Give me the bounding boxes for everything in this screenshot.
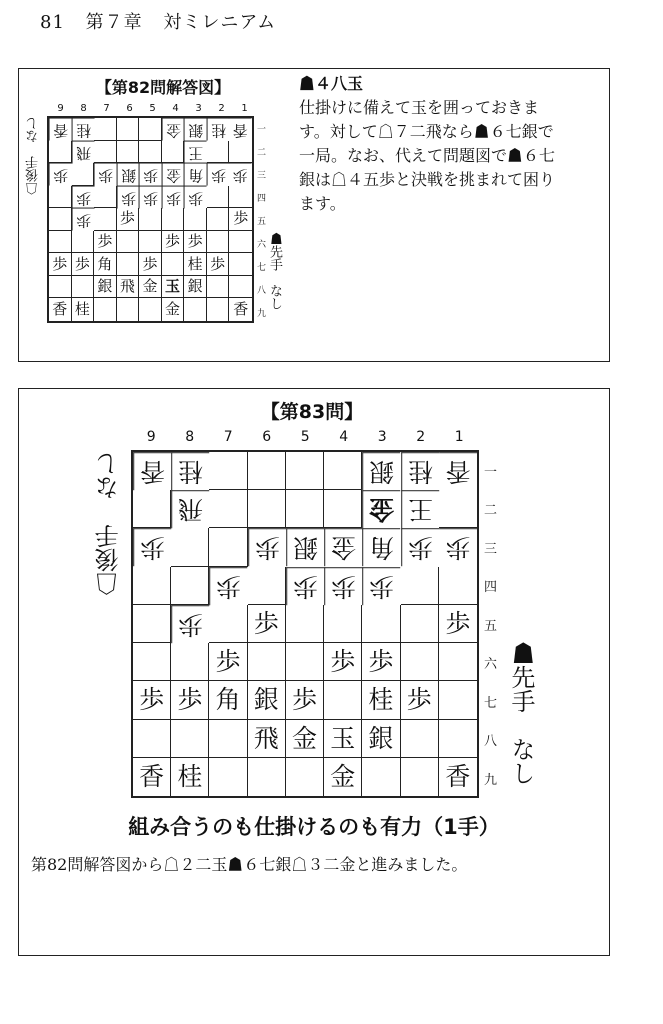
gote-piece: 歩 xyxy=(162,186,185,209)
board-square-empty xyxy=(324,605,362,643)
board-square-empty xyxy=(133,605,171,643)
board-square-empty xyxy=(171,567,209,605)
board-square-empty xyxy=(248,452,286,490)
file-label: 6 xyxy=(262,429,272,445)
gote-piece: 金 xyxy=(324,528,362,566)
board-square-empty xyxy=(133,720,171,758)
rank-label: 六 xyxy=(257,240,267,250)
board-square-empty xyxy=(117,141,140,164)
board-square-empty xyxy=(229,186,252,209)
sente-piece: 歩 xyxy=(184,231,207,254)
board-square-empty xyxy=(401,758,439,796)
sente-piece: 歩 xyxy=(117,208,140,231)
sente-piece: 金 xyxy=(286,720,324,758)
problem-diagram-box xyxy=(18,388,610,956)
gote-piece: 銀 xyxy=(184,118,207,141)
board-square-empty xyxy=(49,276,72,299)
file-label: 1 xyxy=(454,429,464,445)
gote-piece: 歩 xyxy=(401,528,439,566)
sente-piece: 歩 xyxy=(362,643,400,681)
gote-piece: 歩 xyxy=(49,163,72,186)
file-labels xyxy=(49,103,256,114)
board-square-empty xyxy=(286,758,324,796)
problem-description: 第82問解答図から☖２二玉☗６七銀☖３二金と進みました。 xyxy=(31,855,468,874)
board-square-empty xyxy=(248,490,286,528)
sente-piece: 歩 xyxy=(72,253,95,276)
rank-label: 二 xyxy=(484,503,498,519)
board-square-empty xyxy=(49,141,72,164)
board-square-empty xyxy=(72,276,95,299)
gote-label: ☖後手 xyxy=(95,524,123,596)
board-square-empty xyxy=(401,567,439,605)
sente-piece: 歩 xyxy=(133,681,171,719)
sente-piece: 香 xyxy=(133,758,171,796)
board-square-empty xyxy=(439,681,477,719)
sente-piece: 銀 xyxy=(362,720,400,758)
board-square-empty xyxy=(49,231,72,254)
gote-piece: 桂 xyxy=(207,118,230,141)
sente-piece: 銀 xyxy=(248,681,286,719)
board-square-empty xyxy=(94,141,117,164)
board-square-empty xyxy=(133,567,171,605)
problem-title: 【第83問】 xyxy=(260,401,364,423)
rank-label: 一 xyxy=(484,464,498,480)
sente-piece: 歩 xyxy=(139,253,162,276)
board-square-empty xyxy=(439,567,477,605)
board-square-empty xyxy=(286,452,324,490)
board-square-empty xyxy=(207,298,230,321)
board-square-empty xyxy=(209,720,247,758)
gote-piece: 歩 xyxy=(72,208,95,231)
answer-commentary xyxy=(299,72,599,216)
board-square-empty xyxy=(439,643,477,681)
gote-piece: 歩 xyxy=(139,186,162,209)
board-square-empty xyxy=(117,118,140,141)
board-square-empty xyxy=(286,490,324,528)
sente-label: ☗先手 xyxy=(507,641,535,713)
board-square-empty xyxy=(139,231,162,254)
rank-labels xyxy=(484,451,497,798)
gote-piece: 歩 xyxy=(439,528,477,566)
page-header xyxy=(40,8,290,34)
board-square-empty xyxy=(207,186,230,209)
page-number: 81 xyxy=(40,12,65,33)
sente-piece: 歩 xyxy=(286,681,324,719)
rank-labels xyxy=(257,117,266,324)
sente-piece: 歩 xyxy=(248,605,286,643)
gote-piece: 歩 xyxy=(362,567,400,605)
board-square-empty xyxy=(162,208,185,231)
board-square-empty xyxy=(207,276,230,299)
gote-piece: 歩 xyxy=(171,605,209,643)
commentary-line: ます。 xyxy=(299,194,346,213)
rank-label: 五 xyxy=(484,618,498,634)
board-square-empty xyxy=(439,720,477,758)
file-label: 8 xyxy=(185,429,195,445)
board-square-empty xyxy=(324,452,362,490)
gote-label: ☖後手 xyxy=(26,156,41,195)
sente-hand-pieces: なし xyxy=(267,284,282,310)
board-square-empty xyxy=(207,141,230,164)
board-square-empty xyxy=(229,231,252,254)
sente-piece: 歩 xyxy=(401,681,439,719)
board-square-empty xyxy=(248,758,286,796)
board-square-empty xyxy=(139,141,162,164)
gote-hand-pieces: なし xyxy=(95,452,123,500)
gote-piece: 歩 xyxy=(133,528,171,566)
board-square-empty xyxy=(184,298,207,321)
rank-label: 三 xyxy=(257,171,267,181)
file-label: 9 xyxy=(57,103,64,114)
board-square-empty xyxy=(162,253,185,276)
gote-piece: 銀 xyxy=(286,528,324,566)
sente-piece: 歩 xyxy=(94,231,117,254)
sente-piece: 香 xyxy=(49,298,72,321)
problem-caption: 組み合うのも仕掛けるのも有力（1手） xyxy=(128,815,500,839)
chapter-title: 対ミレニアム xyxy=(163,12,277,33)
gote-piece: 歩 xyxy=(207,163,230,186)
board-square-empty xyxy=(209,605,247,643)
file-label: 3 xyxy=(377,429,387,445)
gote-piece: 金 xyxy=(162,118,185,141)
rank-label: 九 xyxy=(257,309,267,319)
gote-hand-pieces: なし xyxy=(26,117,41,143)
sente-piece: 歩 xyxy=(229,208,252,231)
sente-piece: 金 xyxy=(162,298,185,321)
rank-label: 八 xyxy=(484,734,498,750)
board-square-empty xyxy=(209,758,247,796)
board-square-empty xyxy=(139,118,162,141)
board-square-empty xyxy=(401,643,439,681)
board-square-empty xyxy=(133,490,171,528)
answer-move: ☗４八玉 xyxy=(299,74,364,93)
sente-hand-pieces: なし xyxy=(507,737,535,785)
board-square-empty xyxy=(324,490,362,528)
sente-piece: 飛 xyxy=(248,720,286,758)
board-square-empty xyxy=(94,298,117,321)
sente-label: ☗先手 xyxy=(267,232,282,271)
gote-piece: 香 xyxy=(439,452,477,490)
gote-piece: 桂 xyxy=(72,118,95,141)
gote-piece: 歩 xyxy=(72,186,95,209)
gote-piece: 銀 xyxy=(117,163,140,186)
board-square-empty xyxy=(401,720,439,758)
commentary-line: 一局。なお、代えて問題図で☗６七 xyxy=(299,146,556,165)
file-label: 3 xyxy=(195,103,202,114)
board-square-empty xyxy=(72,231,95,254)
gote-hand xyxy=(27,117,40,195)
file-label: 5 xyxy=(149,103,156,114)
rank-label: 六 xyxy=(484,657,498,673)
gote-piece: 歩 xyxy=(139,163,162,186)
board-square-empty xyxy=(162,141,185,164)
gote-piece: 歩 xyxy=(286,567,324,605)
file-label: 2 xyxy=(218,103,225,114)
board-square-empty xyxy=(209,452,247,490)
gote-piece: 歩 xyxy=(94,163,117,186)
rank-label: 五 xyxy=(257,217,267,227)
sente-piece: 歩 xyxy=(162,231,185,254)
sente-piece: 歩 xyxy=(324,643,362,681)
rank-label: 二 xyxy=(257,148,267,158)
diagram-title: 【第82問解答図】 xyxy=(95,78,231,97)
gote-piece: 飛 xyxy=(72,141,95,164)
gote-piece: 金 xyxy=(162,163,185,186)
commentary-line: す。対して☖７二飛なら☗６七銀で xyxy=(299,122,554,141)
board-square-empty xyxy=(248,643,286,681)
board-square-empty xyxy=(94,208,117,231)
board-square-empty xyxy=(139,208,162,231)
board-square-empty xyxy=(229,141,252,164)
board-square-empty xyxy=(117,231,140,254)
board-square-empty xyxy=(49,186,72,209)
board-square-empty xyxy=(171,528,209,566)
gote-piece: 歩 xyxy=(184,186,207,209)
sente-piece: 玉 xyxy=(324,720,362,758)
sente-piece: 角 xyxy=(94,253,117,276)
sente-piece: 桂 xyxy=(184,253,207,276)
gote-piece: 歩 xyxy=(324,567,362,605)
board-square-empty xyxy=(94,186,117,209)
gote-piece: 飛 xyxy=(171,490,209,528)
file-label: 6 xyxy=(126,103,133,114)
sente-piece: 歩 xyxy=(439,605,477,643)
sente-piece: 金 xyxy=(324,758,362,796)
rank-label: 八 xyxy=(257,286,267,296)
board-square-empty xyxy=(439,490,477,528)
file-label: 8 xyxy=(80,103,87,114)
sente-piece: 桂 xyxy=(72,298,95,321)
sente-piece: 歩 xyxy=(207,253,230,276)
board-square-empty xyxy=(171,643,209,681)
board-square-empty xyxy=(117,253,140,276)
board-square-empty xyxy=(401,605,439,643)
file-label: 4 xyxy=(339,429,349,445)
sente-hand xyxy=(509,641,533,785)
board-square-empty xyxy=(207,208,230,231)
gote-piece: 角 xyxy=(362,528,400,566)
gote-hand xyxy=(97,452,121,596)
file-label: 5 xyxy=(300,429,310,445)
file-label: 7 xyxy=(103,103,110,114)
file-label: 2 xyxy=(416,429,426,445)
gote-piece: 香 xyxy=(133,452,171,490)
rank-label: 九 xyxy=(484,772,498,788)
sente-piece: 玉 xyxy=(162,276,185,299)
gote-piece: 香 xyxy=(49,118,72,141)
gote-piece: 香 xyxy=(229,118,252,141)
board-square-empty xyxy=(171,720,209,758)
sente-piece: 銀 xyxy=(94,276,117,299)
gote-piece: 角 xyxy=(184,163,207,186)
board-square-empty xyxy=(362,605,400,643)
board-square-empty xyxy=(94,118,117,141)
board-square-empty xyxy=(229,276,252,299)
gote-piece: 歩 xyxy=(248,528,286,566)
sente-piece: 桂 xyxy=(362,681,400,719)
gote-piece: 歩 xyxy=(117,186,140,209)
sente-piece: 歩 xyxy=(209,643,247,681)
sente-piece: 桂 xyxy=(171,758,209,796)
commentary-line: 仕掛けに備えて玉を囲っておきま xyxy=(299,98,540,117)
sente-piece: 香 xyxy=(445,762,471,792)
sente-hand xyxy=(268,232,281,310)
file-label: 7 xyxy=(223,429,233,445)
sente-piece: 歩 xyxy=(49,253,72,276)
chapter-number: 第７章 xyxy=(85,12,143,33)
board-square-empty xyxy=(286,643,324,681)
board-square-empty xyxy=(184,208,207,231)
gote-piece: 王 xyxy=(401,490,439,528)
gote-piece: 歩 xyxy=(209,567,247,605)
sente-piece: 銀 xyxy=(184,276,207,299)
rank-label: 四 xyxy=(257,194,267,204)
shogi-board xyxy=(131,450,479,798)
shogi-board xyxy=(47,116,254,323)
answer-diagram-box xyxy=(18,68,610,362)
sente-piece: 飛 xyxy=(117,276,140,299)
sente-piece: 金 xyxy=(139,276,162,299)
gote-piece: 桂 xyxy=(171,452,209,490)
sente-piece: 歩 xyxy=(171,681,209,719)
gote-piece: 金 xyxy=(362,490,400,528)
rank-label: 七 xyxy=(484,695,498,711)
board-square-empty xyxy=(324,681,362,719)
board-square-empty xyxy=(248,567,286,605)
gote-piece: 歩 xyxy=(229,163,252,186)
file-label: 9 xyxy=(146,429,156,445)
sente-piece: 角 xyxy=(209,681,247,719)
file-label: 4 xyxy=(172,103,179,114)
board-square-empty xyxy=(209,490,247,528)
rank-label: 七 xyxy=(257,263,267,273)
board-square-empty xyxy=(362,758,400,796)
board-square-empty xyxy=(286,605,324,643)
commentary-line: 銀は☖４五歩と決戦を挑まれて困り xyxy=(299,170,556,189)
board-square-empty xyxy=(133,643,171,681)
board-square-empty xyxy=(49,208,72,231)
sente-piece: 香 xyxy=(233,300,249,319)
board-square-empty xyxy=(209,528,247,566)
gote-piece: 王 xyxy=(184,141,207,164)
gote-piece: 銀 xyxy=(362,452,400,490)
board-square-empty xyxy=(72,163,95,186)
board-square-empty xyxy=(117,298,140,321)
file-label: 1 xyxy=(241,103,248,114)
rank-label: 四 xyxy=(484,580,498,596)
gote-piece: 桂 xyxy=(401,452,439,490)
board-square-empty xyxy=(207,231,230,254)
board-square-empty xyxy=(139,298,162,321)
rank-label: 三 xyxy=(484,541,498,557)
file-labels xyxy=(132,429,479,445)
board-square-empty xyxy=(229,253,252,276)
rank-label: 一 xyxy=(257,125,267,135)
